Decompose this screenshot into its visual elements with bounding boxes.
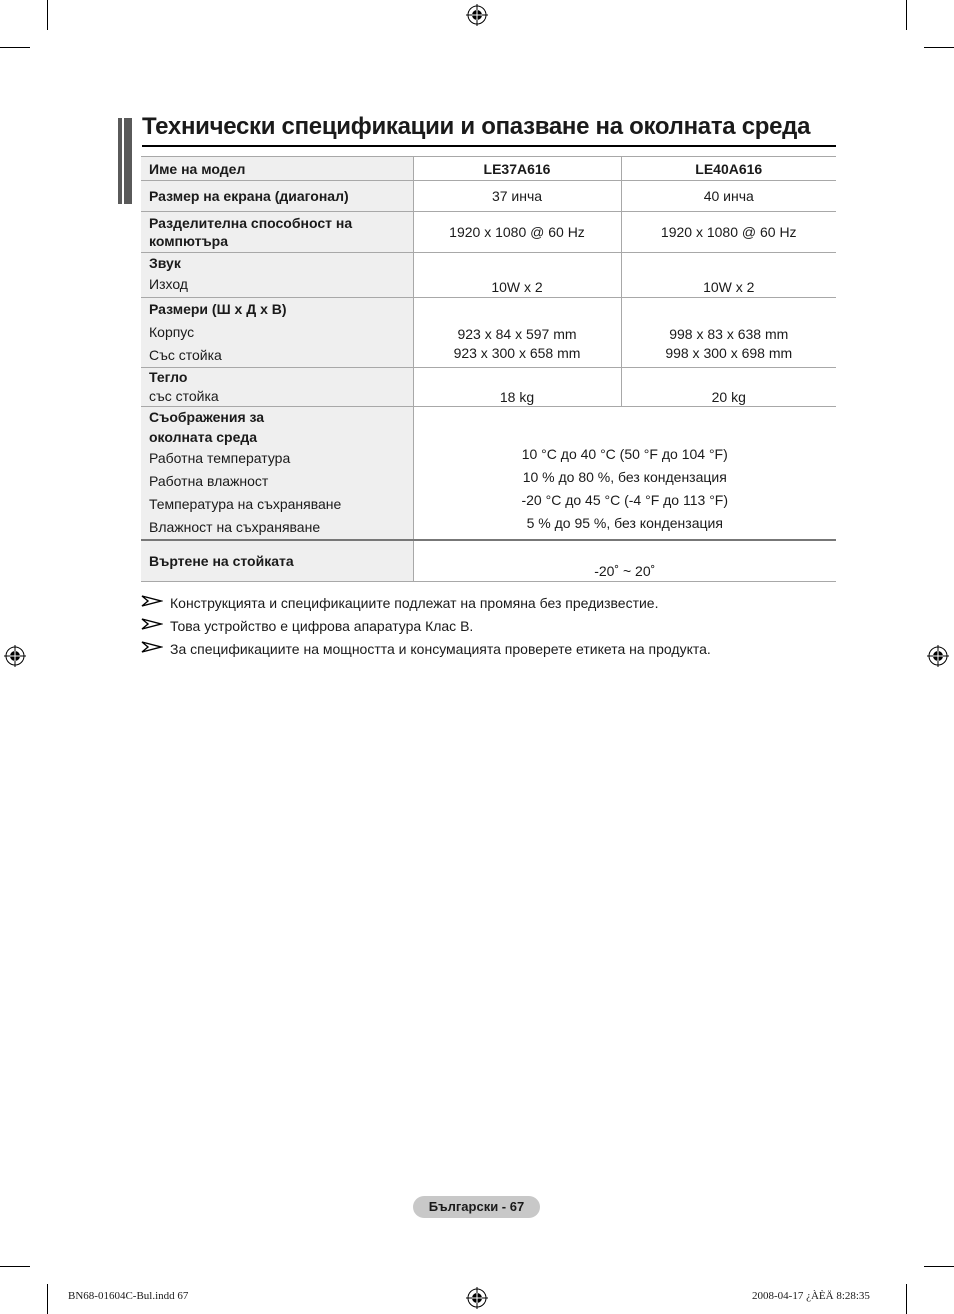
sound-label: Звук Изход [141,253,413,298]
screen-size-value: 37 инча [413,181,621,212]
title-decoration [118,118,132,204]
file-slug: BN68-01604C-Bul.indd 67 [68,1290,189,1302]
dimensions-value: 923 x 84 x 597 mm 923 x 300 x 658 mm [413,298,621,368]
list-item [141,640,711,663]
environment-label: Съображения за околната среда Работна температура Работна влажност Температура на съхраняване Влажност на съхраняване [141,407,413,541]
notes-list [141,594,711,663]
environment-value: 10 °C до 40 °C (50 °F до 104 °F) 10 % до 80 %, без кондензация -20 °C до 45 °C (-4 °F до 113 °F) 5 % до 95 %, без кондензация [413,407,836,541]
crop-mark [47,1284,48,1314]
table-row [141,298,836,368]
crop-mark [0,47,30,48]
table-row [141,212,836,253]
crop-mark [924,47,954,48]
table-row [141,368,836,407]
dimensions-label: Размери (Ш x Д x В) Корпус Със стойка [141,298,413,368]
table-row [141,157,836,181]
arrow-right-icon [141,640,163,654]
crop-mark [906,0,907,30]
crop-mark [47,0,48,30]
note-text: Това устройство е цифрова апаратура Клас B. [170,618,474,634]
model-name-label: Име на модел [141,157,413,181]
table-row [141,181,836,212]
weight-value: 18 kg [413,368,621,407]
model-name-2: LE40A616 [621,157,836,181]
registration-mark-icon [4,645,26,667]
registration-mark-icon [466,4,488,26]
list-item [141,617,711,640]
crop-mark [924,1266,954,1267]
registration-mark-icon [466,1287,488,1309]
pc-resolution-label: Разделителна способност на компютъра [141,212,413,253]
table-row [141,540,836,581]
table-row [141,407,836,541]
page-number-badge: Български - 67 [413,1196,540,1218]
spec-table [141,156,836,582]
crop-mark [0,1266,30,1267]
weight-label: Тегло със стойка [141,368,413,407]
pc-resolution-value: 1920 x 1080 @ 60 Hz [621,212,836,253]
table-row [141,253,836,298]
page-title: Технически спецификации и опазване на околната среда [142,112,836,147]
sound-value: 10W x 2 [621,253,836,298]
dimensions-value: 998 x 83 x 638 mm 998 x 300 x 698 mm [621,298,836,368]
note-text: Конструкцията и спецификациите подлежат на промяна без предизвестие. [170,595,659,611]
weight-value: 20 kg [621,368,836,407]
stand-swivel-label: Въртене на стойката [141,540,413,581]
note-text: За спецификациите на мощността и консумацията проверете етикета на продукта. [170,641,711,657]
crop-mark [906,1284,907,1314]
stand-swivel-value: -20˚ ~ 20˚ [413,540,836,581]
screen-size-label: Размер на екрана (диагонал) [141,181,413,212]
registration-mark-icon [927,645,949,667]
timestamp-slug: 2008-04-17 ¿ÀÈÄ 8:28:35 [752,1290,870,1302]
sound-value: 10W x 2 [413,253,621,298]
arrow-right-icon [141,617,163,631]
arrow-right-icon [141,594,163,608]
screen-size-value: 40 инча [621,181,836,212]
list-item [141,594,711,617]
model-name-1: LE37A616 [413,157,621,181]
pc-resolution-value: 1920 x 1080 @ 60 Hz [413,212,621,253]
